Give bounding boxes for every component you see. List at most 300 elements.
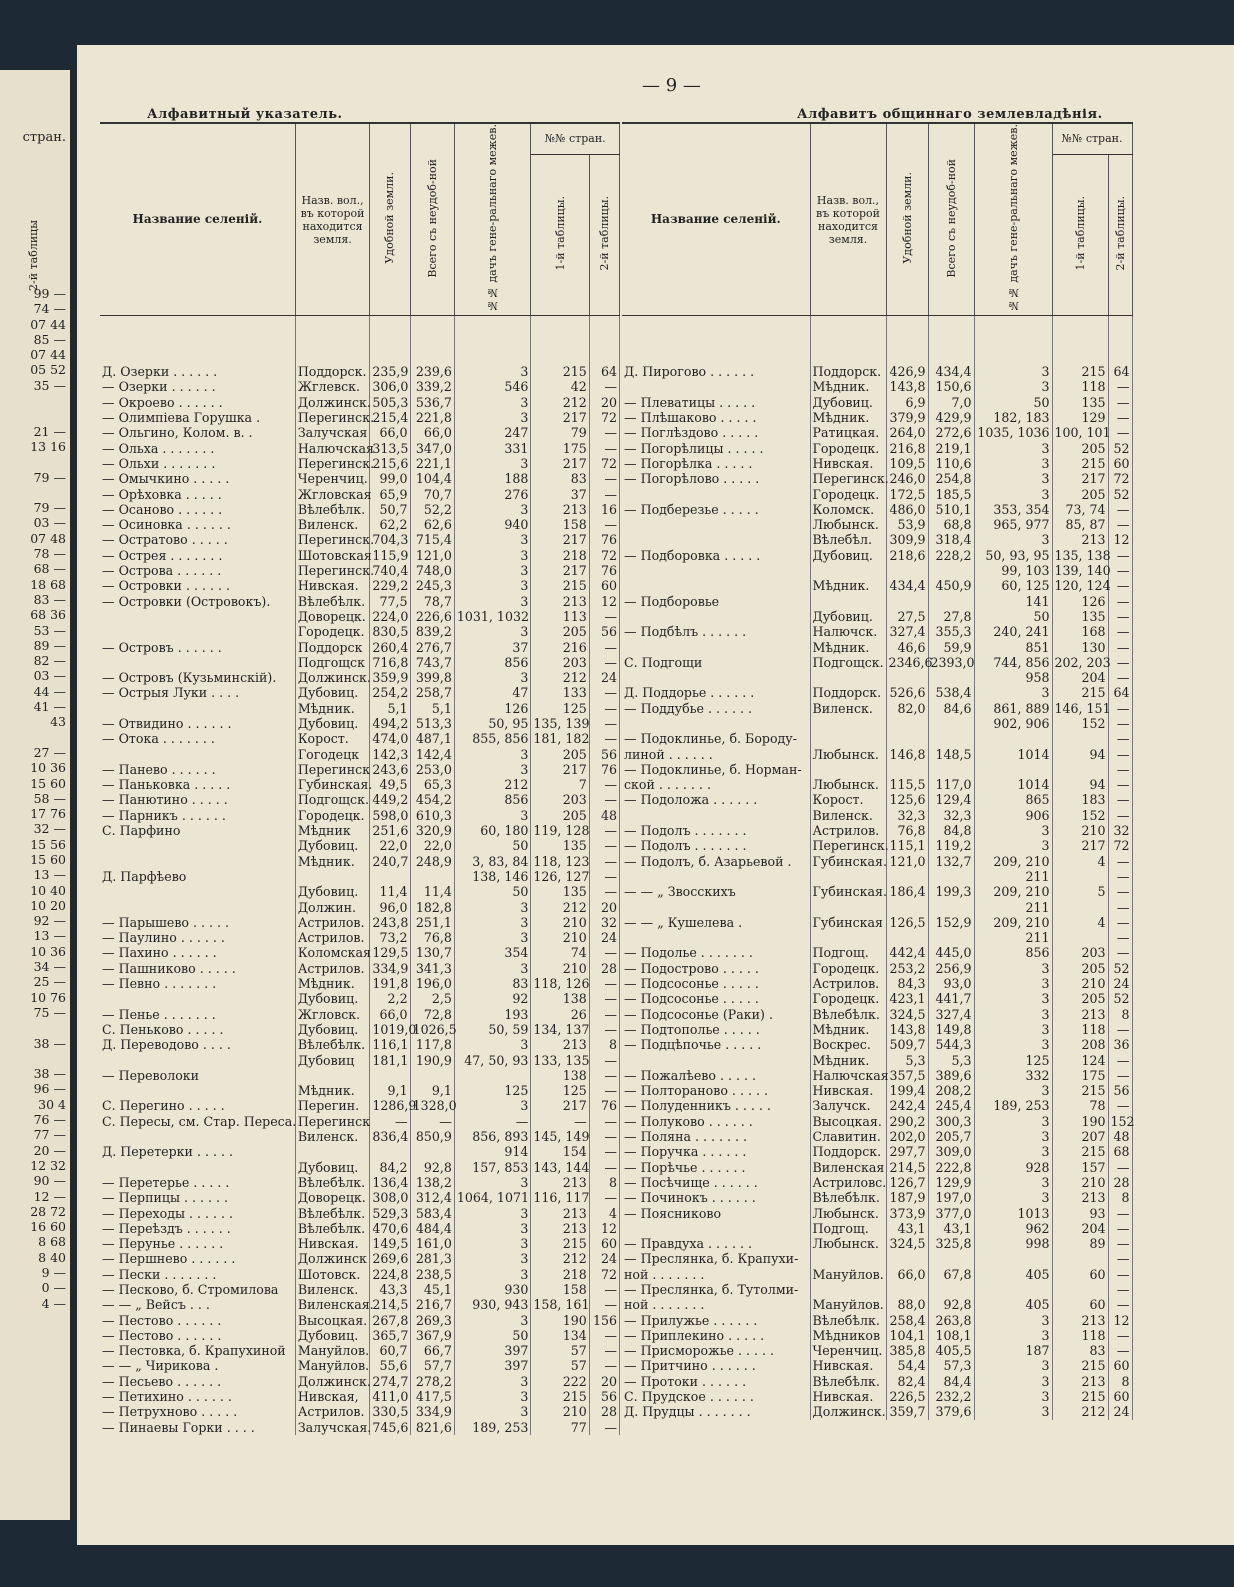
total-land: 121,0 (410, 548, 454, 563)
prev-page-cell: 78 — (33, 546, 66, 562)
survey-numbers: 3 (974, 1190, 1052, 1205)
survey-numbers: 3 (454, 364, 531, 379)
volost-name: Шотовская (295, 548, 370, 563)
survey-numbers: 3 (454, 1037, 531, 1052)
table2-page: — (589, 425, 619, 440)
volost-name: Мѣдник. (810, 410, 886, 425)
arable-land: 76,8 (886, 823, 928, 838)
settlement-name: — Острея . . . . . . . (100, 548, 295, 563)
prev-page-cell: 16 60 (30, 1219, 66, 1235)
settlement-name: — Подсосонье (Раки) . (622, 1007, 810, 1022)
table1-page: 216 (531, 640, 589, 655)
volost-name: Должин. (295, 900, 370, 915)
arable-land: 385,8 (886, 1343, 928, 1358)
table2-page: 72 (589, 410, 619, 425)
table1-page: 118, 123 (531, 854, 589, 869)
table1-page: 135 (531, 838, 589, 853)
volost-name: Губинская (810, 915, 886, 930)
settlement-name: — Песьево . . . . . . (100, 1374, 295, 1389)
table1-page: 205 (1052, 441, 1108, 456)
arable-land (886, 1251, 928, 1266)
survey-numbers (974, 1282, 1052, 1297)
prev-page-cell: 13 16 (30, 438, 66, 454)
settlement-name: — Погорѣлицы . . . . . (622, 441, 810, 456)
volost-name: Дубовиц. (295, 1160, 370, 1175)
table2-page: — (589, 1114, 619, 1129)
survey-numbers: 3 (454, 548, 531, 563)
prev-page-cell: 03 — (33, 515, 66, 531)
arable-land: 199,4 (886, 1083, 928, 1098)
survey-numbers: 3 (974, 1037, 1052, 1052)
volost-name: Поддорск. (810, 364, 886, 379)
table2-page: — (1108, 884, 1132, 899)
table-row (622, 1297, 1132, 1312)
arable-land: 229,2 (370, 578, 410, 593)
survey-numbers: 354 (454, 945, 531, 960)
arable-land: 324,5 (886, 1236, 928, 1251)
table-row (100, 838, 620, 853)
settlement-name: — Полтораново . . . . . (622, 1083, 810, 1098)
table-row (100, 1313, 620, 1328)
table1-page: 73, 74 (1052, 502, 1108, 517)
prev-page-cell: 35 — (33, 377, 66, 393)
table-row (622, 854, 1132, 869)
total-land: 152,9 (928, 915, 974, 930)
spacer-row (100, 316, 620, 365)
table2-page: — (1108, 701, 1132, 716)
total-land (928, 1251, 974, 1266)
settlement-name: — Подоложа . . . . . . (622, 792, 810, 807)
prev-page-cell: 74 — (33, 301, 66, 317)
total-land: 715,4 (410, 532, 454, 547)
volost-name: Городецк. (810, 487, 886, 502)
volost-name: Мѣдник. (810, 1053, 886, 1068)
settlement-name (622, 563, 810, 578)
settlement-name: — — „ Вейсъ . . . (100, 1297, 295, 1312)
table1-page: 118 (1052, 1022, 1108, 1037)
table-row (100, 823, 620, 838)
total-land (410, 1144, 454, 1159)
page-number: — 9 — (642, 75, 701, 96)
volost-name: Мануйлов. (295, 1358, 370, 1373)
settlement-name (100, 655, 295, 670)
table2-page: — (589, 976, 619, 991)
settlement-name (622, 578, 810, 593)
prev-page-cell: 82 — (33, 653, 66, 669)
table2-page: 16 (589, 502, 619, 517)
total-land: 367,9 (410, 1328, 454, 1343)
survey-numbers: 3 (454, 1221, 531, 1236)
survey-numbers: 50 (454, 1328, 531, 1343)
header-udobnoy-right-text: Удобной земли. (900, 172, 914, 264)
survey-numbers (454, 1068, 531, 1083)
settlement-name: — Поддубье . . . . . . (622, 701, 810, 716)
volost-name: Дубовиц. (295, 716, 370, 731)
survey-numbers: 189, 253 (454, 1420, 531, 1435)
prev-page-header: стран. (22, 130, 66, 145)
volost-name: Мѣдник. (295, 1083, 370, 1098)
settlement-name (622, 716, 810, 731)
settlement-name: — Подолъ . . . . . . . (622, 823, 810, 838)
table2-page: — (589, 655, 619, 670)
table2-page: — (589, 1420, 619, 1435)
volost-name: Нивская. (810, 1389, 886, 1404)
table1-page: 203 (531, 792, 589, 807)
prev-page-cell: 10 36 (30, 943, 66, 959)
volost-name: Должинск. (295, 1374, 370, 1389)
prev-page-cell (30, 1020, 66, 1035)
table-row (622, 716, 1132, 731)
volost-name: Перегинск. (295, 456, 370, 471)
table-row (622, 1022, 1132, 1037)
survey-numbers: 126 (454, 701, 531, 716)
settlement-name: — Подборовка . . . . . (622, 548, 810, 563)
table2-page: — (1108, 379, 1132, 394)
settlement-name: — Поляна . . . . . . . (622, 1129, 810, 1144)
total-land: 221,8 (410, 410, 454, 425)
volost-name: Славитин. (810, 1129, 886, 1144)
header-t1 (531, 154, 589, 315)
settlement-name: ской . . . . . . . (622, 777, 810, 792)
settlement-name: — Починокъ . . . . . . (622, 1190, 810, 1205)
total-land: 22,0 (410, 838, 454, 853)
table-row (100, 502, 620, 517)
table2-page: 72 (1108, 838, 1132, 853)
volost-name: Перегинск. (295, 410, 370, 425)
survey-numbers: 3 (974, 1358, 1052, 1373)
prev-page-cell: 15 60 (30, 851, 66, 867)
total-land (410, 869, 454, 884)
table2-page: — (589, 716, 619, 731)
table2-page: — (1108, 578, 1132, 593)
table2-page: 8 (589, 1175, 619, 1190)
table1-page: 60 (1052, 1267, 1108, 1282)
arable-land: 9,1 (370, 1083, 410, 1098)
volost-name: Высоцкая. (295, 1313, 370, 1328)
settlement-name: — Певно . . . . . . . (100, 976, 295, 991)
table-row (622, 1190, 1132, 1205)
total-land: 239,6 (410, 364, 454, 379)
total-land: 429,9 (928, 410, 974, 425)
settlement-name (622, 900, 810, 915)
table-row (100, 517, 620, 532)
volost-name: Гогодецк (295, 747, 370, 762)
table2-page: — (589, 1007, 619, 1022)
table2-page: 4 (589, 1206, 619, 1221)
total-land: 839,2 (410, 624, 454, 639)
table1-page: 205 (531, 624, 589, 639)
prev-page-column (30, 286, 66, 1311)
table1-page: 213 (531, 1037, 589, 1052)
survey-numbers: 856 (454, 655, 531, 670)
arable-land: 449,2 (370, 792, 410, 807)
table1-page: 203 (531, 655, 589, 670)
survey-numbers: 125 (974, 1053, 1052, 1068)
settlement-name: ной . . . . . . . (622, 1297, 810, 1312)
table-row (100, 1374, 620, 1389)
arable-land: 251,6 (370, 823, 410, 838)
table-row (100, 1007, 620, 1022)
table2-page: — (589, 1282, 619, 1297)
arable-land: 434,4 (886, 578, 928, 593)
total-land: 70,7 (410, 487, 454, 502)
arable-land: 267,8 (370, 1313, 410, 1328)
table2-page: 56 (589, 747, 619, 762)
total-land: 347,0 (410, 441, 454, 456)
volost-name: Мануйлов. (810, 1267, 886, 1282)
survey-numbers: 99, 103 (974, 563, 1052, 578)
total-land: 45,1 (410, 1282, 454, 1297)
survey-numbers: 3 (974, 1114, 1052, 1129)
volost-name: Поддорск. (810, 1144, 886, 1159)
settlement-name (100, 747, 295, 762)
total-land: 92,8 (410, 1160, 454, 1175)
table-row (100, 1083, 620, 1098)
arable-land (370, 869, 410, 884)
table1-page: 135 (1052, 609, 1108, 624)
table2-page: — (1108, 1221, 1132, 1236)
table-row (622, 762, 1132, 777)
table-row (622, 823, 1132, 838)
prev-page-cell (30, 730, 66, 745)
volost-name: Доворецк. (295, 609, 370, 624)
arable-land: 126,7 (886, 1175, 928, 1190)
arable-land: 1019,0 (370, 1022, 410, 1037)
settlement-name: — Пески . . . . . . . (100, 1267, 295, 1282)
table2-page: 64 (1108, 685, 1132, 700)
settlement-name: — Переволоки (100, 1068, 295, 1083)
arable-land: 11,4 (370, 884, 410, 899)
table2-page: 28 (589, 1404, 619, 1419)
survey-numbers: 50 (454, 838, 531, 853)
table2-page: 64 (589, 364, 619, 379)
table-row (622, 945, 1132, 960)
table1-page: 212 (531, 900, 589, 915)
survey-numbers: 125 (454, 1083, 531, 1098)
table1-page: 212 (1052, 1404, 1108, 1419)
table1-page: 158, 161 (531, 1297, 589, 1312)
settlement-name (100, 854, 295, 869)
prev-page-cell: 10 20 (30, 897, 66, 913)
volost-name: Воскрес. (810, 1037, 886, 1052)
prev-page-cell: 41 — (33, 699, 66, 715)
table1-page: 125 (531, 701, 589, 716)
total-land: 272,6 (928, 425, 974, 440)
total-land: 130,7 (410, 945, 454, 960)
settlement-name (100, 1160, 295, 1175)
prev-page-cell: 13 — (33, 867, 66, 883)
arable-land (886, 563, 928, 578)
table2-page: 52 (1108, 961, 1132, 976)
table-row (622, 930, 1132, 945)
survey-numbers: 50, 59 (454, 1022, 531, 1037)
total-land: 208,2 (928, 1083, 974, 1098)
arable-land (370, 1068, 410, 1083)
volost-name: Нивская. (295, 578, 370, 593)
total-land: 538,4 (928, 685, 974, 700)
volost-name: Астриловс. (810, 1175, 886, 1190)
volost-name: Виленск. (810, 701, 886, 716)
volost-name (295, 1144, 370, 1159)
table2-page: — (1108, 900, 1132, 915)
table-row (100, 1098, 620, 1113)
survey-numbers: 3 (974, 991, 1052, 1006)
settlement-name: С. Прудское . . . . . . (622, 1389, 810, 1404)
arable-land: 598,0 (370, 808, 410, 823)
total-land: 68,8 (928, 517, 974, 532)
table-row (100, 441, 620, 456)
table2-page: — (589, 991, 619, 1006)
table-row (100, 1053, 620, 1068)
table1-page: 210 (1052, 976, 1108, 991)
volost-name: Вѣлебѣлк. (810, 1190, 886, 1205)
table1-page: 83 (1052, 1343, 1108, 1358)
table-row (622, 548, 1132, 563)
table-row (100, 915, 620, 930)
table-row (100, 747, 620, 762)
volost-name: Подгощ. (810, 945, 886, 960)
arable-land: 109,5 (886, 456, 928, 471)
volost-name: Виленск. (810, 808, 886, 823)
volost-name: Вѣлебѣлк. (295, 594, 370, 609)
total-land: 150,6 (928, 379, 974, 394)
table1-page: 210 (531, 1404, 589, 1419)
table1-page: 218 (531, 1267, 589, 1282)
table1-page: 158 (531, 517, 589, 532)
table1-page: 7 (531, 777, 589, 792)
table-row (622, 991, 1132, 1006)
table-row (622, 594, 1132, 609)
table-row (622, 1037, 1132, 1052)
volost-name: Нивская. (810, 1358, 886, 1373)
table1-page: 213 (531, 1206, 589, 1221)
settlement-name: — Островки . . . . . . (100, 578, 295, 593)
volost-name (810, 1282, 886, 1297)
table-row (622, 777, 1132, 792)
prev-page-cell (30, 485, 66, 500)
arable-land: 191,8 (370, 976, 410, 991)
table2-page: — (589, 945, 619, 960)
settlement-name: Д. Переводово . . . . (100, 1037, 295, 1052)
table2-page: — (589, 869, 619, 884)
arable-land: 215,6 (370, 456, 410, 471)
prev-page-cell: 8 68 (38, 1234, 66, 1250)
total-land: 341,3 (410, 961, 454, 976)
table1-page: 190 (1052, 1114, 1108, 1129)
header-udobnoy-text: Удобной земли. (383, 172, 397, 264)
settlement-name: — Паньковка . . . . . (100, 777, 295, 792)
volost-name: Мѣдников (810, 1328, 886, 1343)
table-row (622, 1068, 1132, 1083)
table-row (100, 1206, 620, 1221)
arable-land: 442,4 (886, 945, 928, 960)
table-row (622, 976, 1132, 991)
table1-page: 77 (531, 1420, 589, 1435)
total-land: 445,0 (928, 945, 974, 960)
arable-land: 32,3 (886, 808, 928, 823)
survey-numbers: 3 (974, 976, 1052, 991)
total-land: 84,8 (928, 823, 974, 838)
table1-page: 204 (1052, 1221, 1108, 1236)
volost-name: Черенчиц. (295, 471, 370, 486)
table-row (622, 838, 1132, 853)
survey-numbers: 50 (454, 884, 531, 899)
header-vsego-text: Всего съ неудоб-ной (425, 158, 439, 278)
arable-land: 269,6 (370, 1251, 410, 1266)
total-land: 748,0 (410, 563, 454, 578)
prev-page-cell: 68 — (33, 561, 66, 577)
table-row (622, 1206, 1132, 1221)
total-land: 278,2 (410, 1374, 454, 1389)
table-row (100, 594, 620, 609)
arable-land: 373,9 (886, 1206, 928, 1221)
survey-numbers: 405 (974, 1267, 1052, 1282)
arable-land: 54,4 (886, 1358, 928, 1373)
arable-land: 172,5 (886, 487, 928, 502)
arable-land: 187,9 (886, 1190, 928, 1205)
survey-numbers: 188 (454, 471, 531, 486)
table1-page: 217 (1052, 838, 1108, 853)
table-row (100, 1129, 620, 1144)
table-row (622, 670, 1132, 685)
survey-numbers: 50 (974, 609, 1052, 624)
total-land (928, 594, 974, 609)
survey-numbers: 141 (974, 594, 1052, 609)
table-row (622, 900, 1132, 915)
table-row (100, 1420, 620, 1435)
table2-page: — (1108, 395, 1132, 410)
prev-page-cell: 30 4 (38, 1096, 66, 1112)
survey-numbers: 856, 893 (454, 1129, 531, 1144)
total-land: 417,5 (410, 1389, 454, 1404)
table1-page: 217 (531, 532, 589, 547)
volost-name: Вѣлебѣлк. (295, 1221, 370, 1236)
table1-page: 190 (531, 1313, 589, 1328)
table1-page: 93 (1052, 1206, 1108, 1221)
volost-name: Астрилов. (810, 823, 886, 838)
volost-name: Мѣдник. (810, 379, 886, 394)
total-land: 199,3 (928, 884, 974, 899)
survey-numbers: 331 (454, 441, 531, 456)
volost-name: Вѣлебѣл. (810, 532, 886, 547)
table2-page: — (1108, 1251, 1132, 1266)
table-row (622, 808, 1132, 823)
total-land: 510,1 (928, 502, 974, 517)
survey-numbers: 3 (454, 808, 531, 823)
prev-page-cell (30, 408, 66, 423)
table2-page: — (589, 731, 619, 746)
survey-numbers: 3 (454, 1389, 531, 1404)
arable-land: 77,5 (370, 594, 410, 609)
table2-page: 56 (1108, 1083, 1132, 1098)
total-land: 513,3 (410, 716, 454, 731)
survey-numbers: 3 (974, 1404, 1052, 1419)
table-row (622, 456, 1132, 471)
table1-page: 210 (531, 930, 589, 945)
table2-page: — (589, 1190, 619, 1205)
header-t2-right-text: 2-й таблицы. (1113, 196, 1127, 271)
settlement-name: — Окроево . . . . . . (100, 395, 295, 410)
total-land (928, 716, 974, 731)
total-land: 245,3 (410, 578, 454, 593)
arable-land: 306,0 (370, 379, 410, 394)
volost-name: Жглевск. (295, 379, 370, 394)
table-row (622, 410, 1132, 425)
total-land: 258,7 (410, 685, 454, 700)
table-row (100, 1358, 620, 1373)
arable-land: 99,0 (370, 471, 410, 486)
total-land: 1026,5 (410, 1022, 454, 1037)
